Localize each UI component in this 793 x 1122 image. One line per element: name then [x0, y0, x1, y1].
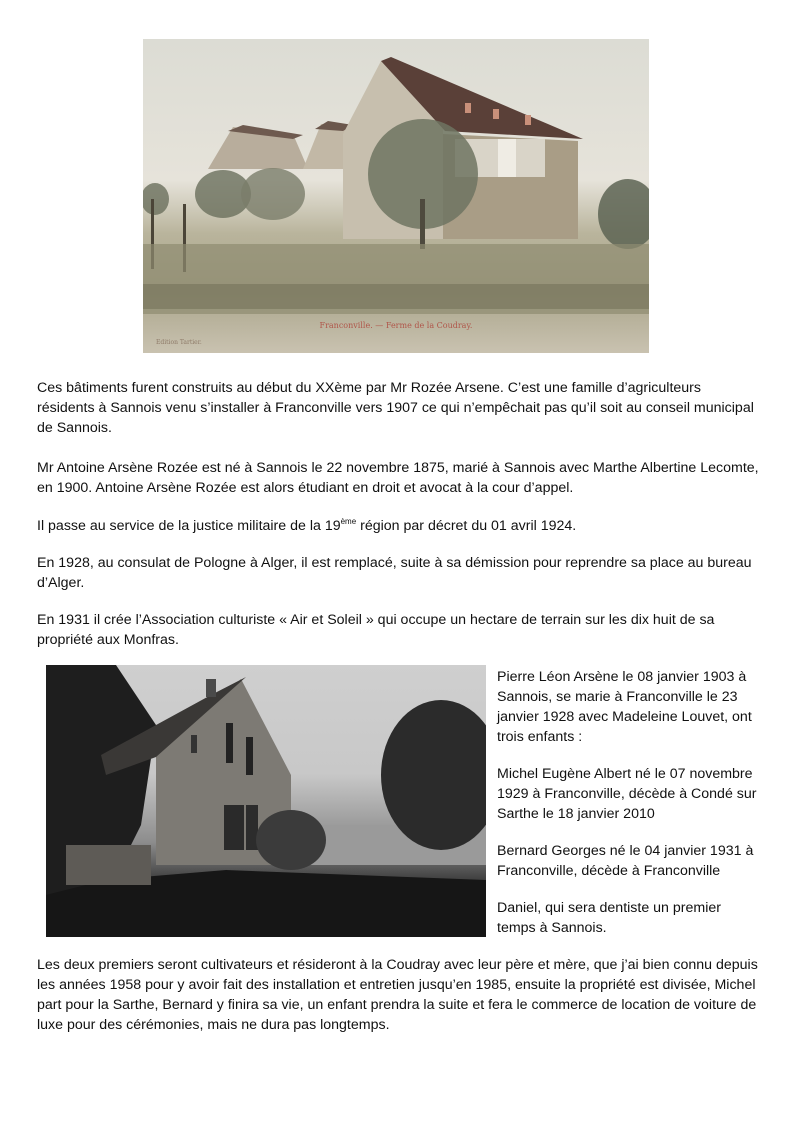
house-photo — [46, 665, 486, 937]
paragraph-intro: Ces bâtiments furent construits au début du XXème par Mr Rozée Arsene. C’est une famille d’agriculteurs résidents à Sannois venu s’installer à Franconville vers 1907 ce qui n’empêchait pas qu’il soit au conseil municipal de Sannois. — [37, 380, 754, 436]
paragraph-association: En 1931 il crée l’Association culturiste « Air et Soleil » qui occupe un hectare de terrain sur les dix huit de sa propriété aux Monfras. — [37, 612, 715, 648]
postcard-caption: Franconville. — Ferme de la Coudray. — [319, 321, 473, 330]
farm-illustration — [143, 39, 649, 353]
paragraph-consulat: En 1928, au consulat de Pologne à Alger, il est remplacé, suite à sa démission pour reprendre sa place au bureau d’Alger. — [37, 555, 752, 591]
house-illustration — [46, 665, 486, 937]
sidebar-pierre: Pierre Léon Arsène le 08 janvier 1903 à Sannois, se marie à Franconville le 23 janvier 1928 avec Madeleine Louvet, ont trois enfants : — [497, 669, 752, 745]
paragraph-justice — [37, 516, 759, 536]
paragraph-conclusion: Les deux premiers seront cultivateurs et résideront à la Coudray avec leur père et mère, que j’ai bien connu depuis les années 1958 pour y avoir fait des installation et entretien jusqu’en 1985, ensuite la propriété est divisée, Michel part pour la Sarthe, Bernard y finira sa vie, un enfant prendra la suite et fera le commerce de location de voiture de luxe pour des cérémonies, mais ne dura pas longtemps. — [37, 957, 758, 1033]
sidebar-bernard: Bernard Georges né le 04 janvier 1931 à Franconville, décède à Franconville — [497, 843, 754, 879]
paragraph-justice-end: région par décret du 01 avril 1924. — [356, 518, 577, 534]
sidebar-michel: Michel Eugène Albert né le 07 novembre 1929 à Franconville, décède à Condé sur Sarthe le 18 janvier 2010 — [497, 766, 757, 822]
paragraph-justice-start: Il passe au service de la justice militaire de la 19 — [37, 518, 341, 534]
paragraph-antoine: Mr Antoine Arsène Rozée est né à Sannois le 22 novembre 1875, marié à Sannois avec Marthe Albertine Lecomte, en 1900. Antoine Arsène Rozée est alors étudiant en droit et avocat à la cour d’appel. — [37, 460, 759, 496]
paragraph-justice-sup: ème — [340, 517, 357, 526]
postcard-publisher: Edition Tartier. — [156, 339, 202, 346]
sidebar-daniel: Daniel, qui sera dentiste un premier temps à Sannois. — [497, 900, 721, 936]
postcard-farm-photo — [143, 39, 649, 353]
